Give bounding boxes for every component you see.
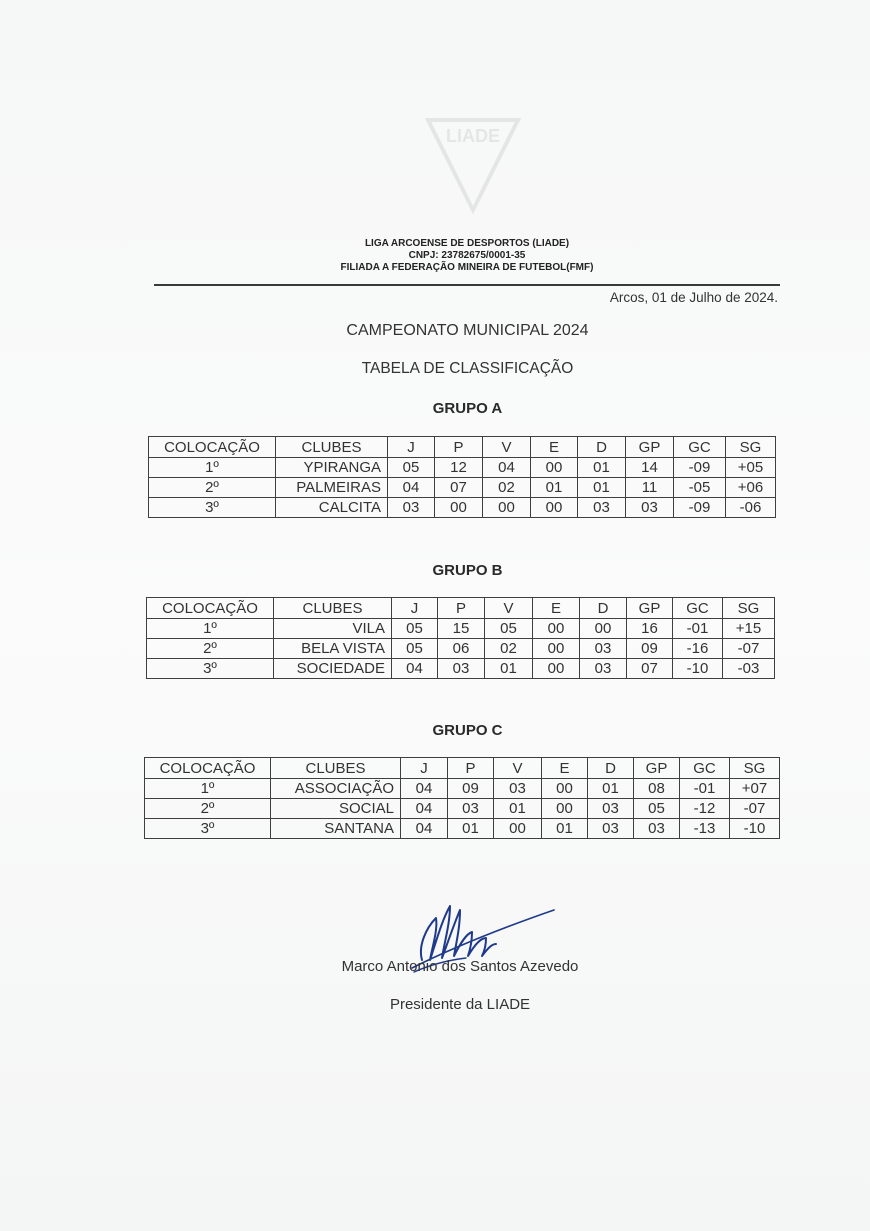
table-cell: 01 (542, 819, 588, 839)
table-row (149, 458, 776, 478)
table-cell: 03 (448, 799, 494, 819)
table-cell: VILA (274, 619, 392, 639)
table-cell: 03 (388, 498, 435, 518)
header-cell: CLUBES (274, 598, 392, 619)
header-cell: COLOCAÇÃO (149, 437, 276, 458)
table-cell: -01 (673, 619, 723, 639)
table-cell: 00 (531, 458, 578, 478)
table-cell: BELA VISTA (274, 639, 392, 659)
table-cell: +06 (726, 478, 776, 498)
letterhead-divider (154, 284, 780, 286)
header-cell: CLUBES (276, 437, 388, 458)
table-cell: -09 (674, 458, 726, 478)
header-cell: SG (723, 598, 775, 619)
table-cell: 2º (145, 799, 271, 819)
table-cell: PALMEIRAS (276, 478, 388, 498)
table-cell: 01 (485, 659, 533, 679)
table-row (147, 659, 775, 679)
header-cell: GC (680, 758, 730, 779)
header-cell: SG (730, 758, 780, 779)
letterhead-line-1: LIGA ARCOENSE DE DESPORTOS (LIADE) (364, 238, 570, 249)
table-cell: 04 (392, 659, 438, 679)
group-a-table (148, 436, 776, 518)
table-cell: 3º (145, 819, 271, 839)
table-cell: 00 (533, 659, 580, 679)
table-cell: 01 (578, 458, 626, 478)
letterhead-line-3: FILIADA A FEDERAÇÃO MINEIRA DE FUTEBOL(FMF) (340, 262, 594, 273)
header-cell: D (578, 437, 626, 458)
table-cell: 03 (438, 659, 485, 679)
table-cell: 05 (388, 458, 435, 478)
table-cell: 2º (147, 639, 274, 659)
table-cell: 1º (147, 619, 274, 639)
group-c-title: GRUPO C (432, 722, 503, 739)
header-cell: SG (726, 437, 776, 458)
document-date: Arcos, 01 de Julho de 2024. (609, 290, 778, 305)
watermark-text: LIADE (446, 126, 500, 146)
table-cell: 03 (494, 779, 542, 799)
header-cell: V (485, 598, 533, 619)
table-cell: 00 (435, 498, 483, 518)
table-cell: 01 (448, 819, 494, 839)
table-cell: 1º (145, 779, 271, 799)
table-cell: -07 (723, 639, 775, 659)
signatory-role: Presidente da LIADE (389, 996, 531, 1013)
liade-logo-watermark (418, 110, 528, 220)
table-cell: 08 (634, 779, 680, 799)
table-cell: 05 (392, 619, 438, 639)
header-cell: D (588, 758, 634, 779)
table-cell: 15 (438, 619, 485, 639)
table-cell: -07 (730, 799, 780, 819)
table-cell: -16 (673, 639, 723, 659)
table-cell: 07 (435, 478, 483, 498)
header-cell: V (494, 758, 542, 779)
table-cell: 01 (578, 478, 626, 498)
table-cell: -05 (674, 478, 726, 498)
table-row (149, 478, 776, 498)
table-cell: 3º (147, 659, 274, 679)
table-cell: 00 (580, 619, 627, 639)
table-cell: +15 (723, 619, 775, 639)
table-cell: 04 (401, 819, 448, 839)
header-cell: GC (673, 598, 723, 619)
table-cell: 00 (542, 779, 588, 799)
table-cell: 09 (448, 779, 494, 799)
letterhead (154, 238, 780, 274)
table-cell: -10 (730, 819, 780, 839)
signatory-name: Marco Antonio dos Santos Azevedo (341, 958, 579, 975)
table-cell: SANTANA (271, 819, 401, 839)
table-cell: 04 (483, 458, 531, 478)
group-c-table (144, 757, 780, 839)
table-header-row (145, 758, 780, 779)
header-cell: D (580, 598, 627, 619)
table-cell: 09 (627, 639, 673, 659)
header-cell: V (483, 437, 531, 458)
header-cell: P (448, 758, 494, 779)
table-cell: 00 (483, 498, 531, 518)
group-b-title: GRUPO B (432, 562, 503, 579)
header-cell: E (542, 758, 588, 779)
table-cell: 00 (533, 619, 580, 639)
header-cell: J (392, 598, 438, 619)
header-cell: J (388, 437, 435, 458)
table-cell: 03 (588, 799, 634, 819)
table-cell: 00 (542, 799, 588, 819)
table-cell: 03 (580, 659, 627, 679)
header-cell: GP (634, 758, 680, 779)
table-header-row (147, 598, 775, 619)
table-cell: 01 (588, 779, 634, 799)
table-cell: -06 (726, 498, 776, 518)
table-cell: 14 (626, 458, 674, 478)
table-cell: 12 (435, 458, 483, 478)
table-cell: -10 (673, 659, 723, 679)
document-subtitle: TABELA DE CLASSIFICAÇÃO (361, 360, 574, 377)
table-cell: 05 (634, 799, 680, 819)
table-row (145, 779, 780, 799)
table-cell: 02 (485, 639, 533, 659)
group-b-table (146, 597, 775, 679)
table-cell: CALCITA (276, 498, 388, 518)
table-cell: 03 (578, 498, 626, 518)
table-cell: 00 (531, 498, 578, 518)
table-row (145, 799, 780, 819)
table-cell: 01 (494, 799, 542, 819)
table-cell: 07 (627, 659, 673, 679)
table-cell: -13 (680, 819, 730, 839)
table-row (145, 819, 780, 839)
table-cell: 11 (626, 478, 674, 498)
table-cell: 00 (533, 639, 580, 659)
table-cell: 03 (580, 639, 627, 659)
table-header-row (149, 437, 776, 458)
table-cell: ASSOCIAÇÃO (271, 779, 401, 799)
table-cell: 05 (392, 639, 438, 659)
table-cell: SOCIEDADE (274, 659, 392, 679)
table-cell: 2º (149, 478, 276, 498)
group-a-title: GRUPO A (432, 400, 503, 417)
header-cell: CLUBES (271, 758, 401, 779)
header-cell: GP (627, 598, 673, 619)
table-cell: 04 (401, 779, 448, 799)
table-cell: -09 (674, 498, 726, 518)
header-cell: COLOCAÇÃO (145, 758, 271, 779)
table-row (149, 498, 776, 518)
table-cell: -12 (680, 799, 730, 819)
table-cell: -03 (723, 659, 775, 679)
table-cell: 03 (626, 498, 674, 518)
table-cell: 04 (401, 799, 448, 819)
table-cell: +07 (730, 779, 780, 799)
table-cell: 05 (485, 619, 533, 639)
table-cell: 1º (149, 458, 276, 478)
table-cell: SOCIAL (271, 799, 401, 819)
table-cell: 00 (494, 819, 542, 839)
table-cell: 06 (438, 639, 485, 659)
table-cell: 03 (588, 819, 634, 839)
header-cell: COLOCAÇÃO (147, 598, 274, 619)
header-cell: GP (626, 437, 674, 458)
table-cell: 03 (634, 819, 680, 839)
header-cell: P (435, 437, 483, 458)
table-cell: +05 (726, 458, 776, 478)
table-cell: 02 (483, 478, 531, 498)
header-cell: E (531, 437, 578, 458)
header-cell: P (438, 598, 485, 619)
table-cell: YPIRANGA (276, 458, 388, 478)
letterhead-line-2: CNPJ: 23782675/0001-35 (408, 250, 526, 261)
header-cell: GC (674, 437, 726, 458)
header-cell: E (533, 598, 580, 619)
table-cell: -01 (680, 779, 730, 799)
header-cell: J (401, 758, 448, 779)
table-cell: 16 (627, 619, 673, 639)
table-row (147, 639, 775, 659)
table-cell: 04 (388, 478, 435, 498)
document-title: CAMPEONATO MUNICIPAL 2024 (346, 322, 589, 339)
table-cell: 3º (149, 498, 276, 518)
table-cell: 01 (531, 478, 578, 498)
table-row (147, 619, 775, 639)
